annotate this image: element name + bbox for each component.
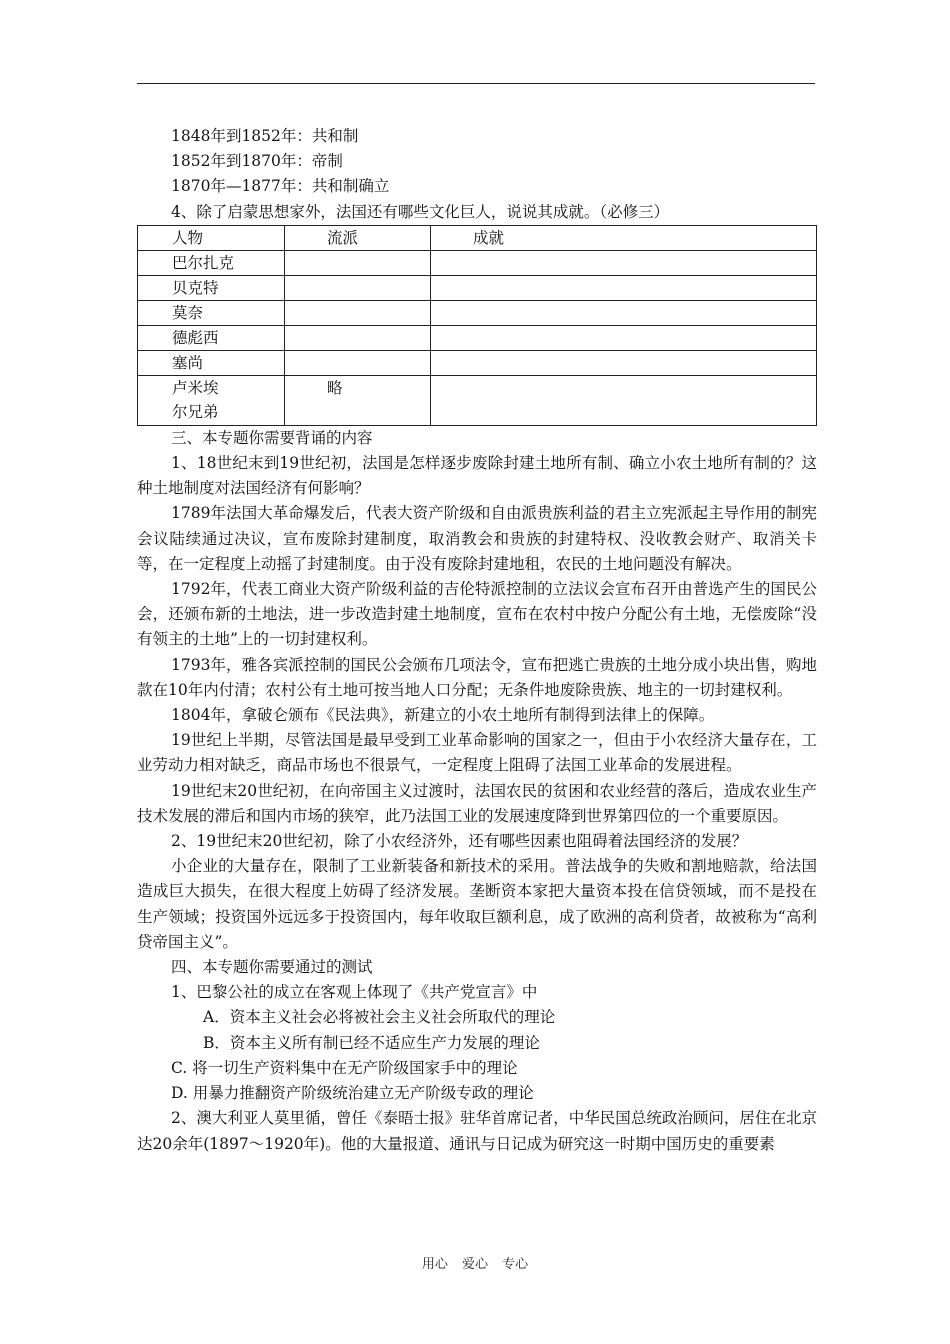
school-cell[interactable] [285,300,431,325]
person-name: 德彪西 [138,325,285,350]
achievement-cell[interactable] [431,275,817,300]
person-name: 贝克特 [138,275,285,300]
culture-figures-table [137,225,817,426]
paragraph: 19世纪末20世纪初，在向帝国主义过渡时，法国农民的贫困和农业经营的落后，造成农业生产技术发展的滞后和国内市场的狭窄，此乃法国工业的发展速度降到世界第四位的一个重要原因。 [137,781,817,825]
timeline-item: 1848年到1852年：共和制 [171,127,359,145]
person-name: 莫奈 [138,300,285,325]
test-question-1: 1、巴黎公社的成立在客观上体现了《共产党宣言》中 [171,983,538,1002]
timeline-item: 1870年—1877年：共和制确立 [171,177,390,196]
timeline-item: 1852年到1870年：帝制 [171,152,343,171]
option-c: C. 将一切生产资料集中在无产阶级国家手中的理论 [171,1058,518,1077]
achievement-cell[interactable] [431,350,817,375]
paragraph: 19世纪上半期，尽管法国是最早受到工业革命影响的国家之一，但由于小农经济大量存在，工业劳动力相对缺乏，商品市场也不很景气，一定程度上阻碍了法国工业革命的发展进程。 [137,731,817,775]
header-school: 流派 [285,225,431,250]
table-row [138,275,817,300]
section-3-question-2: 2、19世纪末20世纪初，除了小农经济外，还有哪些因素也阻碍着法国经济的发展？ [171,832,748,851]
table-row [138,250,817,275]
section-3-title: 三、本专题你需要背诵的内容 [171,428,373,447]
school-cell[interactable] [285,325,431,350]
person-name-multiline [138,375,285,425]
page-body [137,124,817,1157]
option-b: B．资本主义所有制已经不适应生产力发展的理论 [203,1033,540,1052]
achievement-cell[interactable] [431,325,817,350]
table-row [138,375,817,425]
table-row [138,300,817,325]
school-cell[interactable] [285,250,431,275]
test-question-2: 2、澳大利亚人莫里循，曾任《泰晤士报》驻华首席记者，中华民国总统政治顾问，居住在北京达20余年(1897～1920年)。他的大量报道、通讯与日记成为研究这一时期中国历史的重要素 [137,1109,817,1153]
paragraph: 1793年，雅各宾派控制的国民公会颁布几项法令，宣布把逃亡贵族的土地分成小块出售，购地款在10年内付清；农村公有土地可按当地人口分配；无条件地废除贵族、地主的一切封建权利。 [137,655,817,699]
achievement-cell[interactable] [431,250,817,275]
school-cell[interactable] [285,350,431,375]
table-header-row [138,225,817,250]
section-4-title: 四、本专题你需要通过的测试 [171,958,373,977]
table-row [138,350,817,375]
section-3-question-1: 1、18世纪末到19世纪初，法国是怎样逐步废除封建土地所有制、确立小农土地所有制的？这种土地制度对法国经济有何影响？ [137,454,817,498]
school-cell[interactable] [285,275,431,300]
achievement-cell[interactable] [431,300,817,325]
person-name-line: 尔兄弟 [172,402,219,421]
header-person: 人物 [138,225,285,250]
question-4: 4、除了启蒙思想家外，法国还有哪些文化巨人，说说其成就。（必修三） [171,202,670,221]
person-name: 塞尚 [138,350,285,375]
header-rule [137,83,815,84]
option-d: D. 用暴力推翻资产阶级统治建立无产阶级专政的理论 [171,1084,534,1103]
table-row [138,325,817,350]
person-name: 巴尔扎克 [138,250,285,275]
paragraph: 1792年，代表工商业大资产阶级利益的吉伦特派控制的立法议会宣布召开由普选产生的国民公会，还颁布新的土地法，进一步改造封建土地制度，宣布在农村中按户分配公有土地，无偿废除“没有领主的土地”上的一切封建权利。 [137,580,817,649]
school-cell: 略 [285,375,431,425]
paragraph: 1789年法国大革命爆发后，代表大资产阶级和自由派贵族利益的君主立宪派起主导作用的制宪会议陆续通过决议，宣布废除封建制度，取消教会和贵族的封建特权、没收教会财产、取消关卡等，在一定程度上动摇了封建制度。由于没有废除封建地租，农民的土地问题没有解决。 [137,504,817,573]
paragraph: 1804年，拿破仑颁布《民法典》，新建立的小农土地所有制得到法律上的保障。 [171,706,715,725]
person-name-line: 卢米埃 [172,378,219,397]
paragraph: 小企业的大量存在，限制了工业新装备和新技术的采用。普法战争的失败和割地赔款，给法国造成巨大损失，在很大程度上妨碍了经济发展。垄断资本家把大量资本投在信贷领域，而不是投在生产领域；投资国外远远多于投资国内，每年收取巨额利息，成了欧洲的高利贷者，故被称为“高利贷帝国主义”。 [137,857,817,951]
header-achievement: 成就 [431,225,817,250]
achievement-cell[interactable] [431,375,817,425]
page-footer: 用心 爱心 专心 [421,1257,529,1272]
option-a: A．资本主义社会必将被社会主义社会所取代的理论 [203,1008,556,1027]
